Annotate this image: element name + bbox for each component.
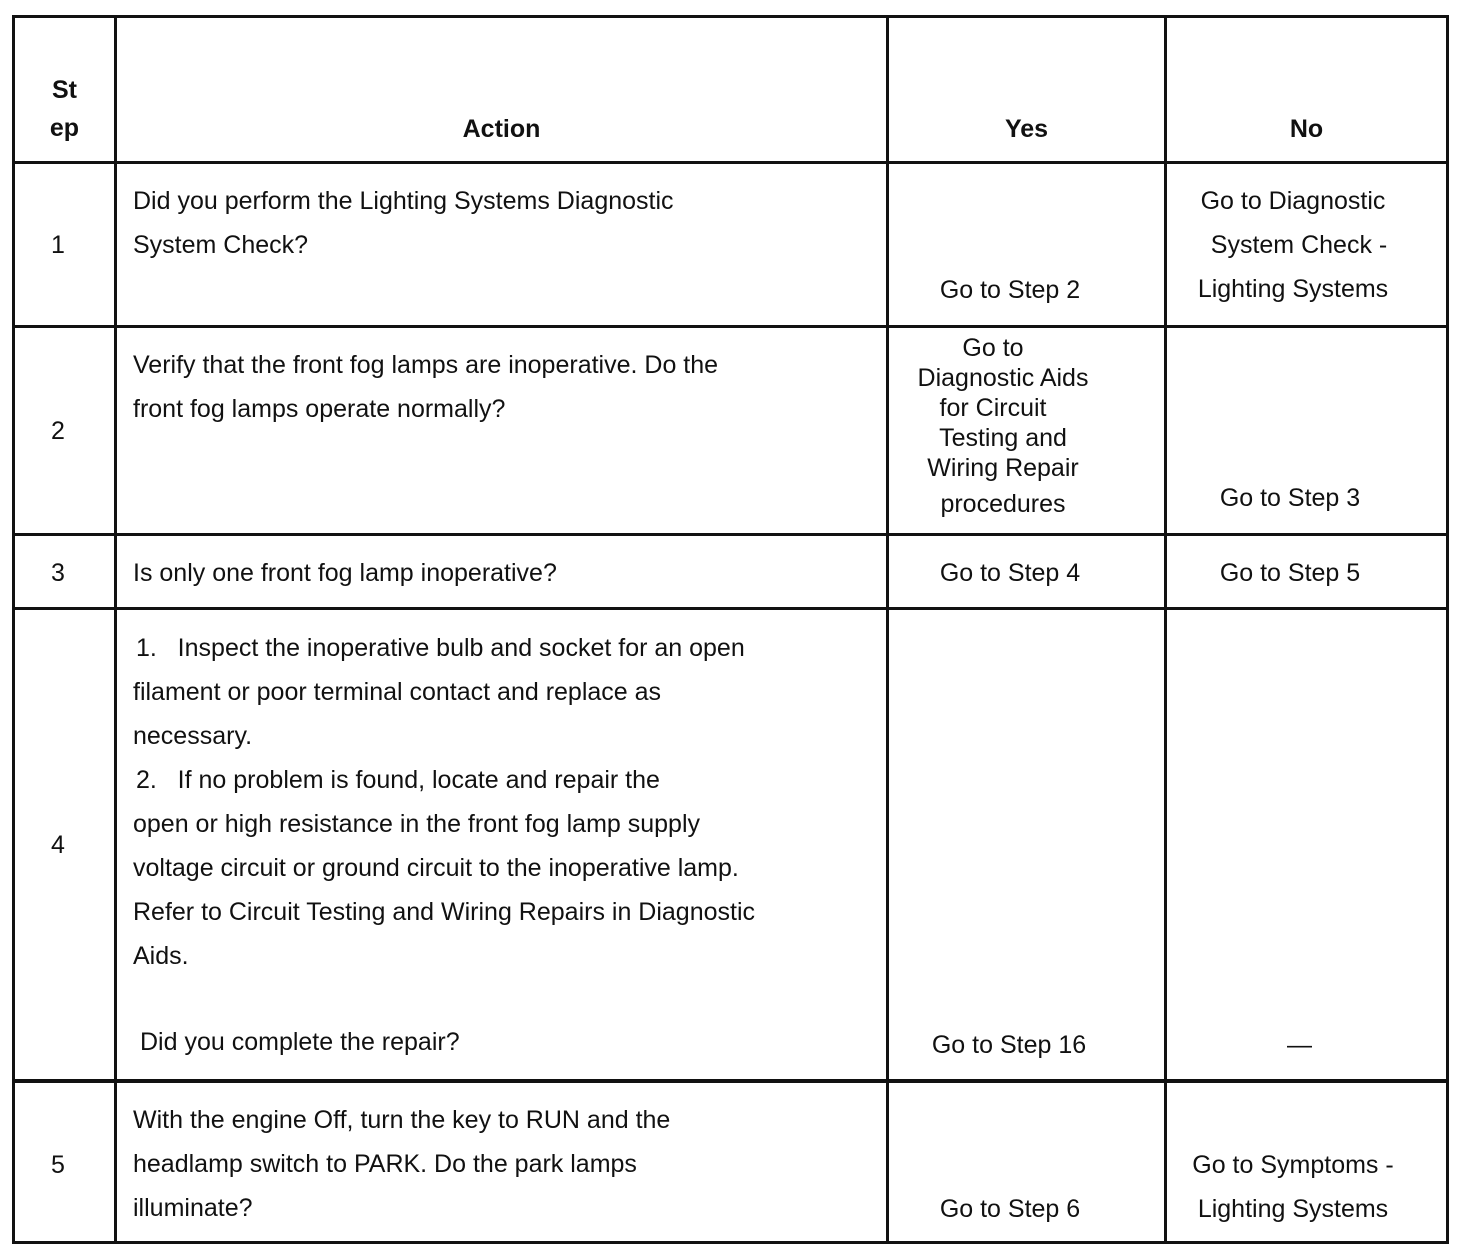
header-divider bbox=[12, 161, 1449, 164]
row3-yes: Go to Step 4 bbox=[939, 559, 1081, 587]
row4-action bbox=[133, 626, 755, 1064]
row2-action-line: Verify that the front fog lamps are inoperative. Do the bbox=[133, 351, 719, 379]
row5-action-line: headlamp switch to PARK. Do the park lamps bbox=[133, 1150, 637, 1178]
row2-action-line: front fog lamps operate normally? bbox=[133, 395, 506, 423]
row2-yes-line: Go to bbox=[962, 334, 1024, 362]
row2-yes-line: Diagnostic Aids bbox=[917, 364, 1089, 392]
row5-no-line: Go to Symptoms - bbox=[1192, 1151, 1394, 1179]
row2-no: Go to Step 3 bbox=[1219, 484, 1361, 512]
row5-action-line: With the engine Off, turn the key to RUN and the bbox=[133, 1106, 671, 1134]
header-step-line1: St bbox=[52, 76, 77, 104]
table-border-right bbox=[1446, 15, 1449, 1244]
row2-yes-line: Wiring Repair bbox=[927, 454, 1079, 482]
row2-yes-line: Testing and bbox=[939, 424, 1067, 452]
row4-yes: Go to Step 16 bbox=[931, 1031, 1087, 1059]
row1-action bbox=[133, 179, 674, 267]
row5-no-line: Lighting Systems bbox=[1197, 1195, 1389, 1223]
row3-step: 3 bbox=[51, 559, 65, 587]
row4-action-line: 1. Inspect the inoperative bulb and socket for an open bbox=[136, 634, 745, 662]
col-divider-step bbox=[114, 15, 117, 1244]
row3-no: Go to Step 5 bbox=[1219, 559, 1361, 587]
row4-no: — bbox=[1287, 1031, 1312, 1059]
row4-action-line: open or high resistance in the front fog lamp supply bbox=[133, 810, 701, 838]
table-border-bottom bbox=[12, 1241, 1449, 1244]
row5-yes: Go to Step 6 bbox=[939, 1195, 1081, 1223]
header-step-line2: ep bbox=[49, 114, 80, 142]
row1-no-line: Go to Diagnostic bbox=[1200, 187, 1386, 215]
row-divider-3 bbox=[12, 607, 1449, 610]
row5-step: 5 bbox=[51, 1151, 65, 1179]
row3-action bbox=[133, 551, 557, 595]
header-yes: Yes bbox=[1004, 115, 1049, 143]
row4-action-line: voltage circuit or ground circuit to the inoperative lamp. bbox=[133, 854, 739, 882]
header-action: Action bbox=[462, 115, 541, 143]
row5-action bbox=[133, 1098, 670, 1230]
row2-yes-line: procedures bbox=[940, 490, 1066, 518]
row4-action-line: necessary. bbox=[133, 722, 253, 750]
table-border-left bbox=[12, 15, 15, 1244]
row4-action-line: Aids. bbox=[133, 942, 189, 970]
row2-action bbox=[133, 343, 718, 431]
row2-yes bbox=[889, 333, 1117, 519]
row1-action-line: System Check? bbox=[133, 231, 309, 259]
row1-no-line: Lighting Systems bbox=[1197, 275, 1389, 303]
row1-action-line: Did you perform the Lighting Systems Diagnostic bbox=[133, 187, 674, 215]
row-divider-2 bbox=[12, 533, 1449, 536]
row1-step: 1 bbox=[51, 231, 65, 259]
row4-action-line: filament or poor terminal contact and replace as bbox=[133, 678, 662, 706]
row5-no bbox=[1167, 1143, 1419, 1231]
table-border-top bbox=[12, 15, 1449, 18]
row1-no bbox=[1167, 179, 1419, 311]
row2-yes-line: for Circuit bbox=[939, 394, 1047, 422]
header-step bbox=[15, 71, 114, 147]
row3-action-line: Is only one front fog lamp inoperative? bbox=[133, 559, 557, 587]
row-divider-1 bbox=[12, 325, 1449, 328]
row5-action-line: illuminate? bbox=[133, 1194, 253, 1222]
row-divider-4 bbox=[12, 1079, 1449, 1083]
row1-yes: Go to Step 2 bbox=[939, 276, 1081, 304]
header-no: No bbox=[1289, 115, 1324, 143]
row1-no-line: System Check - bbox=[1210, 231, 1388, 259]
row2-step: 2 bbox=[51, 417, 65, 445]
row4-step: 4 bbox=[51, 831, 65, 859]
row4-action-line: Refer to Circuit Testing and Wiring Repairs in Diagnostic bbox=[133, 898, 756, 926]
row4-action-line: 2. If no problem is found, locate and repair the bbox=[136, 766, 660, 794]
row4-action-line: Did you complete the repair? bbox=[140, 1028, 460, 1056]
